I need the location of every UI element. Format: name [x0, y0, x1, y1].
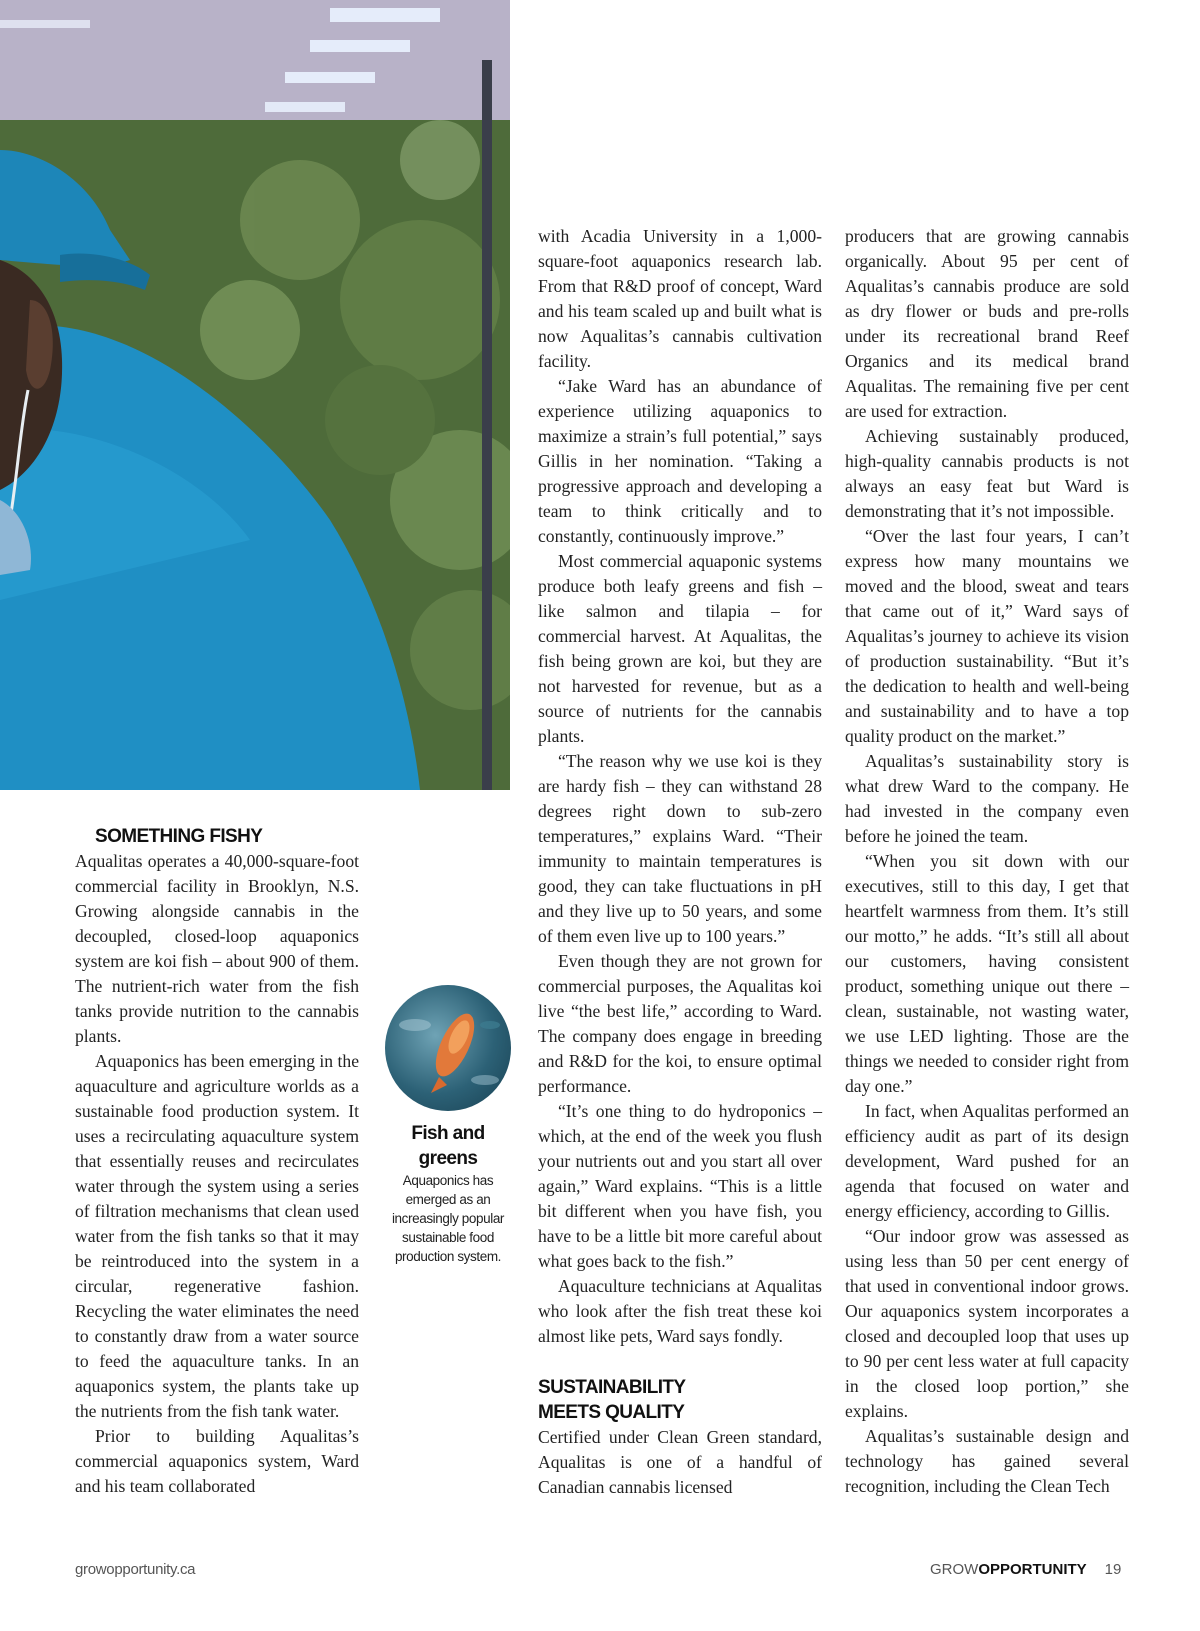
footer-website: growopportunity.ca — [75, 1561, 196, 1578]
paragraph: “The reason why we use koi is they are hardy fish – they can withstand 28 degrees right down to sub-zero temperatures,” explains Ward. “Their immunity to maintain temperatures is good, they can take fluctuations in pH and they live up to 50 years, and some of them even live up to 100 years.” — [538, 751, 822, 946]
paragraph: Certified under Clean Green standard, Aqualitas is one of a handful of Canadian cannabis licensed — [538, 1427, 822, 1497]
inset-callout — [383, 985, 513, 1266]
inset-caption: Aquaponics has emerged as an increasingly popular sustainable food production system. — [391, 1173, 505, 1264]
heading-line: SUSTAINABILITY — [538, 1377, 686, 1398]
paragraph: “When you sit down with our executives, still to this day, I get that heartfelt warmness from them. It’s still our motto,” he adds. “It’s still all about our customers, having consistent product, something unique out there – clean, sustainable, not wasting water, we use LED lighting. Those are the things we needed to consider right from day one.” — [845, 851, 1129, 1096]
greenhouse-worker-photo-illustration — [0, 0, 510, 790]
paragraph: Aqualitas’s sustainable design and technology has gained several recognition, including the Clean Tech — [845, 1426, 1129, 1496]
page-number: 19 — [1104, 1561, 1122, 1578]
inset-title: Fish and greens — [411, 1123, 485, 1169]
paragraph: Aquaponics has been emerging in the aquaculture and agriculture worlds as a sustainable food production system. It uses a recirculating aquaculture system that essentially reuses and recirculates water through the system using a series of filtration mechanisms that clean used water from the fish tanks so that it may be reintroduced into the system in a circular, regenerative fashion. Recycling the water eliminates the need to constantly draw from a water source to feed the aquaculture tanks. In an aquaponics system, the plants take up the nutrients from the fish tank water. — [75, 1051, 360, 1421]
paragraph: Aquaculture technicians at Aqualitas who look after the fish treat these koi almost like pets, Ward says fondly. — [538, 1276, 822, 1346]
article-column-3 — [845, 224, 1129, 1499]
footer-brand — [930, 1561, 1121, 1578]
paragraph: Most commercial aquaponic systems produce both leafy greens and fish – like salmon and tilapia – for commercial harvest. At Aqualitas, the fish being grown are koi, but they are not harvested for revenue, but as a source of nutrients for the cannabis plants. — [538, 551, 822, 746]
paragraph: producers that are growing cannabis organically. About 95 per cent of Aqualitas’s cannabis produce are sold as dry flower or buds and pre-rolls under its recreational brand Reef Organics and its medical brand Aqualitas. The remaining five per cent are used for extraction. — [845, 226, 1129, 421]
koi-fish-icon — [385, 985, 511, 1111]
koi-fish-photo — [385, 985, 511, 1111]
article-column-1 — [75, 824, 359, 1499]
paragraph: “Jake Ward has an abundance of experience utilizing aquaponics to maximize a strain’s full potential,” says Gillis in her nomination. “Taking a progressive approach and developing a team to think critically and to constantly, continuously improve.” — [538, 376, 822, 546]
section-heading-something-fishy: SOMETHING FISHY — [95, 826, 263, 847]
feature-photo — [0, 0, 510, 790]
paragraph: “Over the last four years, I can’t express how many mountains we moved and the blood, sweat and tears that came out of it,” Ward says of Aqualitas’s journey to achieve its vision of production sustainability. “But it’s the dedication to health and well-being and sustainability and to have a top quality product on the market.” — [845, 526, 1129, 746]
paragraph: Achieving sustainably produced, high-quality cannabis products is not always an easy feat but Ward is demonstrating that it’s not impossible. — [845, 426, 1129, 521]
paragraph: In fact, when Aqualitas performed an efficiency audit as part of its design development, Ward pushed for an agenda that focused on water and energy efficiency, according to Gillis. — [845, 1101, 1129, 1221]
paragraph: “Our indoor grow was assessed as using less than 50 per cent energy of that used in conventional indoor grows. Our aquaponics system incorporates a closed and decoupled loop that uses up to 90 per cent less water at full capacity in the closed loop portion,” she explains. — [845, 1226, 1129, 1421]
brand-bold: OPPORTUNITY — [978, 1561, 1087, 1578]
paragraph: Even though they are not grown for commercial purposes, the Aqualitas koi live “the best life,” according to Ward. The company does engage in breeding and R&D for the koi, to ensure optimal performance. — [538, 951, 822, 1096]
paragraph: “It’s one thing to do hydroponics – which, at the end of the week you flush your nutrients out and you start all over again,” Ward explains. “This is a little bit different when you have fish, you have to be a little bit more careful about what goes back to the fish.” — [538, 1101, 822, 1271]
section-heading-sustainability — [538, 1375, 822, 1425]
paragraph: Prior to building Aqualitas’s commercial aquaponics system, Ward and his team collaborated — [75, 1426, 359, 1496]
heading-line: MEETS QUALITY — [538, 1402, 685, 1423]
paragraph: Aqualitas operates a 40,000-square-foot commercial facility in Brooklyn, N.S. Growing alongside cannabis in the decoupled, closed-loop aquaponics system are koi fish – about 900 of them. The nutrient-rich water from the fish tanks provide nutrition to the cannabis plants. — [75, 851, 359, 1046]
paragraph: with Acadia University in a 1,000-square-foot aquaponics research lab. From that R&D proof of concept, Ward and his team scaled up and built what is now Aqualitas’s cannabis cultivation facility. — [538, 226, 822, 371]
paragraph: Aqualitas’s sustainability story is what drew Ward to the company. He had invested in the company even before he joined the team. — [845, 751, 1129, 846]
brand-light: GROW — [930, 1561, 979, 1578]
article-column-2 — [538, 224, 822, 1500]
